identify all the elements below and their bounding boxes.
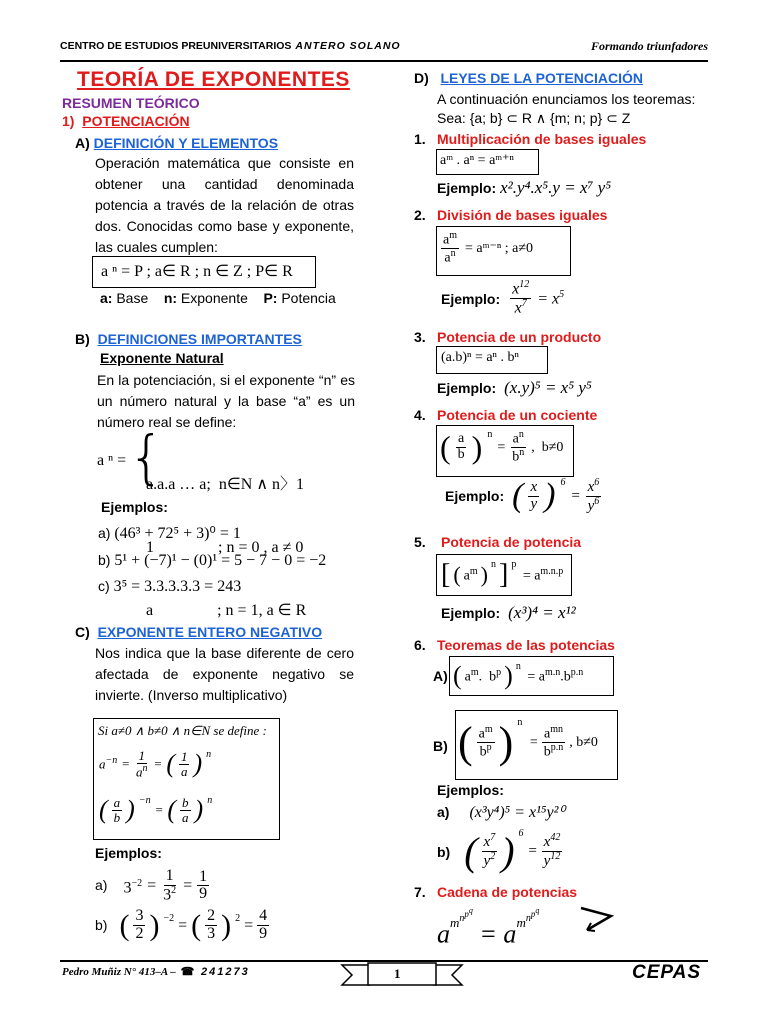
theorem-1-number: 1. xyxy=(414,131,426,147)
page-header xyxy=(60,38,708,60)
exponente-natural-heading: Exponente Natural xyxy=(100,350,224,366)
theorem-2-number: 2. xyxy=(414,207,426,223)
subsection-c-text: Nos indica que la base diferente de cero afectada de exponente negativo se invierte. (Inverso multiplicativo) xyxy=(95,645,354,703)
page-title: TEORÍA DE EXPONENTES xyxy=(77,68,350,91)
header-slogan: Formando triunfadores xyxy=(590,39,708,53)
natural-exponent-lhs: a ⁿ = xyxy=(97,452,127,469)
subsection-d-heading: D) LEYES DE LA POTENCIACIÓN xyxy=(414,70,643,86)
page-number: 1 xyxy=(394,966,401,981)
theorem-4-formula: ( $\frac{a}{b}$ ) $^n$ = $\frac{a^n}{b^n}$ , b≠0 xyxy=(440,428,564,465)
theorem-6-example-b: b) ( $\frac{x^7}{y^2}$ ) $^6$ = $\frac{x^{42}}{y^{12}}$ xyxy=(437,828,561,874)
theorem-7-number: 7. xyxy=(414,884,426,900)
theorem-5-box xyxy=(436,554,572,596)
negative-exponent-rule-1: $a^{-n}$ = $\frac{1}{a^n}$ = ( $\frac{1}{a}$ ) $^n$ xyxy=(99,748,212,780)
subsection-b-text: En la potenciación, si el exponente “n” es un número natural y la base “a” es un número real se define: xyxy=(97,372,355,430)
theorem-3-number: 3. xyxy=(414,329,426,345)
subsection-c-heading: C) EXPONENTE ENTERO NEGATIVO xyxy=(75,624,323,640)
theorem-6b-box xyxy=(455,710,618,780)
theorem-6-examples-heading: Ejemplos: xyxy=(437,782,504,798)
theorem-3-title: Potencia de un producto xyxy=(437,329,602,345)
elements-legend: a: Base n: Exponente P: Potencia xyxy=(100,290,336,306)
theorem-5-formula: [ ( $a^m$ ) $^n$ ] $^p$ = $a^{m.n.p}$ xyxy=(441,559,564,590)
phone-icon: ☎ xyxy=(180,966,195,978)
subsection-a-heading: A) DEFINICIÓN Y ELEMENTOS xyxy=(75,135,279,151)
theorem-4-title: Potencia de un cociente xyxy=(437,407,598,423)
negative-exponent-rule-2: ( $\frac{a}{b}$ ) $^{-n}$ = ( $\frac{b}{a}$ ) $^n$ xyxy=(99,794,213,825)
example-b-c: c) 3⁵ = 3.3.3.3.3 = 243 xyxy=(98,578,242,595)
theorem-6b-label: B) xyxy=(433,738,448,754)
case-1: a.a.a … a; n∈N ∧ n〉1 xyxy=(146,476,305,493)
theorem-3-box xyxy=(436,346,548,374)
subsection-a-text: Operación matemática que consiste en obtener una cantidad denominada potencia a través de la relación de otras dos. Conocidas como base y exponente, las cuales cumplen: xyxy=(95,155,354,255)
theorem-4-example: Ejemplo: ( $\frac{x}{y}$ ) $^6$ = $\frac{x^6}{y^6}$ xyxy=(445,476,600,514)
theorem-6-title: Teoremas de las potencias xyxy=(437,637,615,653)
footer-address: Pedro Muñiz N° 413–A – ☎ 241273 xyxy=(62,966,250,978)
example-c-b: b) ( $\frac{3}{2}$ ) $^{-2}$ = ( $\frac{2}{3}$ ) $^2$ = $\frac{4}{9}$ xyxy=(95,907,268,942)
footer-phone: 241273 xyxy=(201,966,250,978)
section-1-heading: 1) POTENCIACIÓN xyxy=(62,113,190,129)
subsection-b-heading: B) DEFINICIONES IMPORTANTES xyxy=(75,331,302,347)
definition-formula: a ⁿ = P ; a∈ R ; n ∈ Z ; P∈ R xyxy=(101,263,293,280)
subsection-d-text-2: Sea: {a; b} ⊂ R ∧ {m; n; p} ⊂ Z xyxy=(437,110,631,126)
case-3: a ; n = 1, a ∈ R xyxy=(146,602,307,619)
theorem-6a-formula: ( $a^m$. $b^p$ ) $^n$ = $a^{m.n}.b^{p.n}$ xyxy=(453,661,584,690)
example-b-a: a) (46³ + 72⁵ + 3)⁰ = 1 xyxy=(98,525,241,542)
theorem-2-formula: $\frac{a^m}{a^n}$ = aᵐ⁻ⁿ ; a≠0 xyxy=(443,230,534,266)
theorem-6a-box xyxy=(449,656,614,696)
header-name: ANTERO SOLANO xyxy=(295,40,401,52)
arrow-icon xyxy=(577,902,617,936)
examples-c-heading: Ejemplos: xyxy=(95,845,162,861)
theorem-2-example: Ejemplo: $\frac{x^{12}}{x^7}$ = $x^5$ xyxy=(441,279,565,317)
theorem-3-formula: (a.b)ⁿ = aⁿ . bⁿ xyxy=(441,350,519,365)
theorem-3-example: Ejemplo: (x.y)⁵ = x⁵ y⁵ xyxy=(437,378,592,397)
header-rule xyxy=(60,60,708,62)
theorem-1-example: Ejemplo: x².y⁴.x⁵.y = x⁷ y⁵ xyxy=(437,178,612,197)
example-c-a: a) $3^{-2}$ = $\frac{1}{3^2}$ = $\frac{1}{9}$ xyxy=(95,867,208,904)
theorem-7-title: Cadena de potencias xyxy=(437,884,578,900)
theorem-1-title: Multiplicación de bases iguales xyxy=(437,131,647,147)
theorem-5-title: Potencia de potencia xyxy=(441,534,582,550)
subsection-d-text-1: A continuación enunciamos los teoremas: xyxy=(437,91,696,107)
theorem-5-number: 5. xyxy=(414,534,426,550)
theorem-4-box xyxy=(436,425,574,477)
examples-b-heading: Ejemplos: xyxy=(101,499,168,515)
theorem-2-title: División de bases iguales xyxy=(437,207,608,223)
page-number-scroll xyxy=(340,962,464,988)
footer-brand: CEPAS xyxy=(632,962,702,983)
theorem-6-number: 6. xyxy=(414,637,426,653)
theorem-7-formula: $a^{m^{n^{p^q}}} = a^{m^{n^{p^q}}}$ xyxy=(437,906,540,949)
cases-brace: { xyxy=(128,423,165,491)
theorem-6a-label: A) xyxy=(433,668,448,684)
definition-box xyxy=(92,256,316,288)
theorem-5-example: Ejemplo: (x³)⁴ = x¹² xyxy=(441,603,576,622)
theorem-1-formula: aᵐ . aⁿ = aᵐ⁺ⁿ xyxy=(440,153,514,168)
negative-exponent-box xyxy=(93,718,280,840)
resumen-heading: RESUMEN TEÓRICO xyxy=(62,95,200,111)
theorem-4-number: 4. xyxy=(414,407,426,423)
example-b-b: b) 5¹ + (−7)¹ − (0)¹ = 5 − 7 − 0 = −2 xyxy=(98,552,327,569)
header-institute: CENTRO DE ESTUDIOS PREUNIVERSITARIOS ANTERO SOLANO xyxy=(60,40,401,52)
theorem-6-example-a: a) (x³y⁴)⁵ = x¹⁵y²⁰ xyxy=(437,804,565,821)
theorem-6b-formula: ( $\frac{a^m}{b^p}$ ) $^n$ = $\frac{a^{mn}}{b^{p.n}}$ , b≠0 xyxy=(458,717,598,767)
case-2: 1 ; n = 0 , a ≠ 0 xyxy=(146,539,304,556)
theorem-1-box xyxy=(436,149,539,175)
negative-exponent-condition: Si a≠0 ∧ b≠0 ∧ n∈N se define : xyxy=(98,723,267,738)
theorem-2-box xyxy=(436,226,571,276)
